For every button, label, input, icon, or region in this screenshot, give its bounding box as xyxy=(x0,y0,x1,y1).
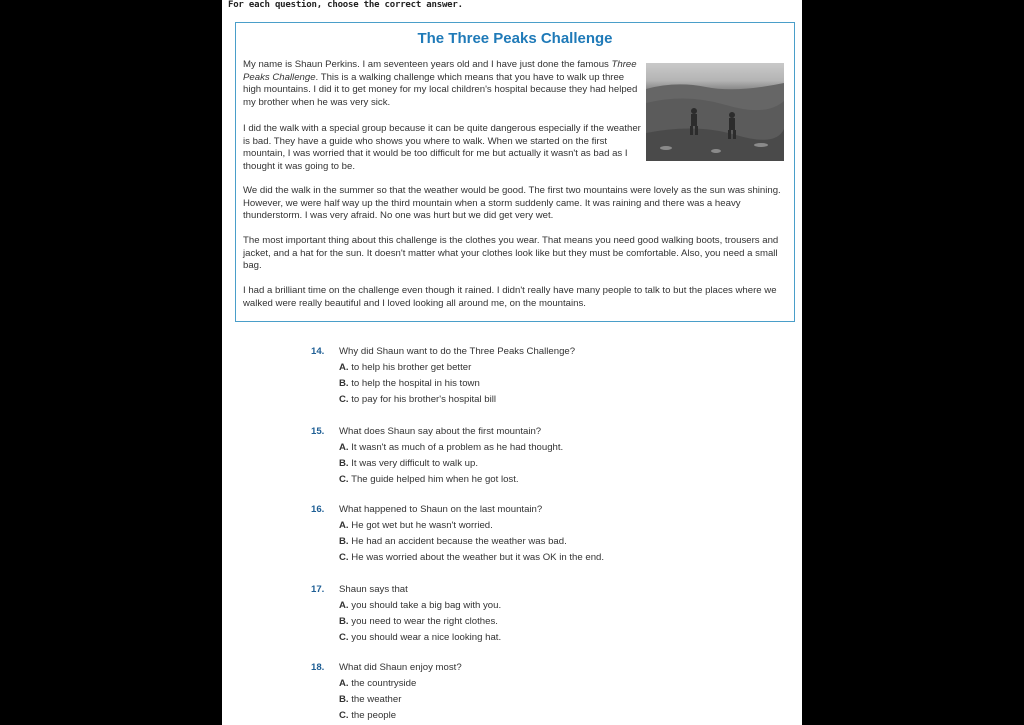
option-letter: B. xyxy=(339,616,349,627)
question-text: Shaun says that xyxy=(339,584,408,595)
question-number: 15. xyxy=(311,426,325,437)
mountain-walkers-image xyxy=(646,63,784,161)
option-text: you should take a big bag with you. xyxy=(351,600,502,611)
option-letter: A. xyxy=(339,600,349,611)
answer-option-c[interactable] xyxy=(339,632,501,643)
option-text: the countryside xyxy=(351,678,417,689)
question-number: 18. xyxy=(311,662,325,673)
option-letter: A. xyxy=(339,520,349,531)
answer-option-a[interactable] xyxy=(339,678,416,689)
question-text: What did Shaun enjoy most? xyxy=(339,662,462,673)
option-text: to help his brother get better xyxy=(351,362,472,373)
answer-option-a[interactable] xyxy=(339,362,471,373)
passage-paragraph-3: We did the walk in the summer so that the weather would be good. The first two mountains were lovely as the sun was shining. However, we were half way up the third mountain when a storm suddenly came. It was raining and there was a heavy thunderstorm. I was very afraid. No one was hurt but we did get very wet. xyxy=(243,185,781,222)
option-text: the people xyxy=(351,710,397,721)
paragraph-1-text-start: My name is Shaun Perkins. I am seventeen years old and I have just done the famous xyxy=(243,59,612,70)
passage-paragraph-1 xyxy=(243,59,638,109)
passage-paragraph-2: I did the walk with a special group because it can be quite dangerous especially if the weather is bad. They have a guide who shows you where to walk. When we started on the first mountain, I was worried that it would be too difficult for me but actually it wasn't as bad as I thought it was going to be. xyxy=(243,123,641,172)
answer-option-a[interactable] xyxy=(339,442,563,453)
question-text: Why did Shaun want to do the Three Peaks Challenge? xyxy=(339,346,576,357)
option-text: you should wear a nice looking hat. xyxy=(351,632,502,643)
answer-option-b[interactable] xyxy=(339,694,401,705)
passage-paragraph-4: The most important thing about this challenge is the clothes you wear. That means you need good walking boots, trousers and jacket, and a hat for the sun. It doesn't matter what your clothes look like but they must be comfortable. Also, you need a small bag. xyxy=(243,235,779,272)
option-letter: B. xyxy=(339,458,349,469)
answer-option-b[interactable] xyxy=(339,458,478,469)
answer-option-c[interactable] xyxy=(339,552,604,563)
option-text: to pay for his brother's hospital bill xyxy=(351,394,497,405)
answer-option-c[interactable] xyxy=(339,394,496,405)
option-text: It was very difficult to walk up. xyxy=(351,458,478,469)
answer-option-a[interactable] xyxy=(339,520,493,531)
question-number: 16. xyxy=(311,504,325,515)
option-text: He had an accident because the weather was bad. xyxy=(351,536,567,547)
question-number: 17. xyxy=(311,584,325,595)
option-letter: B. xyxy=(339,694,349,705)
question-number: 14. xyxy=(311,346,325,357)
option-letter: A. xyxy=(339,678,349,689)
option-letter: B. xyxy=(339,536,349,547)
answer-option-c[interactable] xyxy=(339,474,519,485)
option-text: He got wet but he wasn't worried. xyxy=(351,520,493,531)
hikers-photo xyxy=(646,63,784,161)
option-text: you need to wear the right clothes. xyxy=(351,616,498,627)
option-letter: A. xyxy=(339,442,349,453)
instruction-text: For each question, choose the correct answer. xyxy=(228,0,463,10)
option-text: the weather xyxy=(351,694,402,705)
option-letter: C. xyxy=(339,394,349,405)
passage-title: The Three Peaks Challenge xyxy=(417,30,613,47)
question-text: What happened to Shaun on the last mountain? xyxy=(339,504,543,515)
option-text: The guide helped him when he got lost. xyxy=(351,474,519,485)
question-text: What does Shaun say about the first mountain? xyxy=(339,426,542,437)
answer-option-b[interactable] xyxy=(339,378,480,389)
option-text: He was worried about the weather but it was OK in the end. xyxy=(351,552,605,563)
option-text: It wasn't as much of a problem as he had thought. xyxy=(351,442,564,453)
answer-option-a[interactable] xyxy=(339,600,501,611)
option-letter: C. xyxy=(339,474,349,485)
option-letter: C. xyxy=(339,710,349,721)
passage-paragraph-5: I had a brilliant time on the challenge even though it rained. I didn't really have many people to talk to but the places where we walked were really beautiful and I loved looking all around me, on the mountains. xyxy=(243,285,777,309)
option-letter: C. xyxy=(339,552,349,563)
option-letter: A. xyxy=(339,362,349,373)
worksheet-page xyxy=(222,0,802,725)
option-letter: C. xyxy=(339,632,349,643)
paragraph-1-italic-title: Three Peaks Challenge xyxy=(243,59,637,83)
answer-option-c[interactable] xyxy=(339,710,396,721)
reading-passage-box xyxy=(235,22,795,322)
answer-option-b[interactable] xyxy=(339,536,567,547)
answer-option-b[interactable] xyxy=(339,616,498,627)
option-text: to help the hospital in his town xyxy=(351,378,480,389)
paragraph-1-text-end: . This is a walking challenge which means that you have to walk up three high mountains. I did it to get money for my local children's hospital because they had helped my brother when he was very sick. xyxy=(243,71,638,108)
option-letter: B. xyxy=(339,378,349,389)
